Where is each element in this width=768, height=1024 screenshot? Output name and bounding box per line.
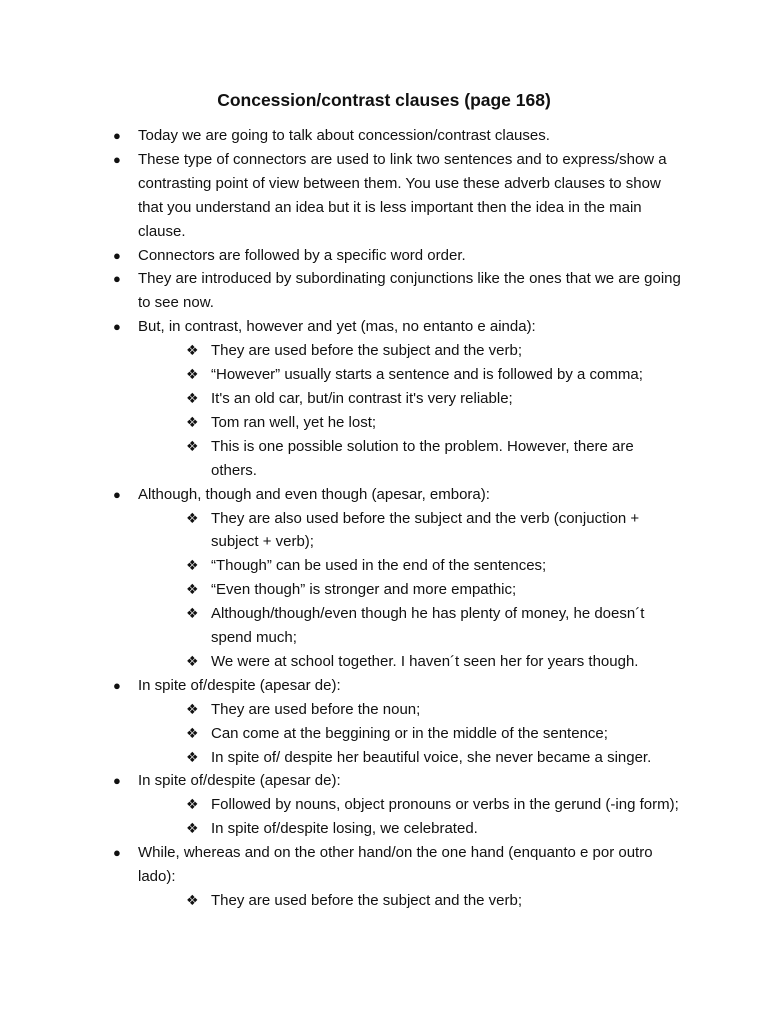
list-item	[111, 674, 681, 770]
bullet-icon: ●	[113, 151, 121, 167]
list-item-text: In spite of/despite (apesar de):	[138, 676, 341, 694]
sub-list-item	[184, 411, 681, 435]
sub-list-item	[184, 722, 681, 746]
sub-list-item	[184, 339, 681, 363]
list-item	[111, 267, 681, 315]
bullet-icon: ●	[113, 486, 121, 502]
sub-list-item-text: They are used before the subject and the verb;	[211, 892, 523, 909]
sub-list-item	[184, 435, 681, 483]
sub-list	[138, 339, 681, 482]
sub-list-item-text: “Though” can be used in the end of the sentences;	[211, 557, 547, 575]
diamond-bullet-icon: ❖	[186, 389, 199, 406]
sub-list-item-text: We were at school together. I haven´t seen her for years though.	[211, 652, 639, 670]
list-item	[111, 483, 681, 674]
sub-list-item-text: Can come at the beggining or in the middle of the sentence;	[211, 724, 608, 742]
sub-list-item	[184, 793, 681, 817]
sub-list-item	[184, 387, 681, 411]
list-item	[111, 841, 681, 913]
bullet-list	[111, 124, 681, 913]
diamond-bullet-icon: ❖	[186, 557, 199, 574]
sub-list-item-text: It's an old car, but/in contrast it's very reliable;	[211, 389, 513, 407]
document-body	[111, 124, 681, 913]
diamond-bullet-icon: ❖	[186, 652, 199, 669]
list-item	[111, 769, 681, 841]
bullet-icon: ●	[113, 677, 121, 693]
list-item	[111, 148, 681, 244]
sub-list-item	[184, 507, 681, 555]
list-item-text: But, in contrast, however and yet (mas, no entanto e ainda):	[138, 318, 536, 336]
list-item	[111, 315, 681, 482]
sub-list-item	[184, 746, 681, 770]
bullet-icon: ●	[113, 773, 121, 789]
sub-list-item	[184, 363, 681, 387]
diamond-bullet-icon: ❖	[186, 342, 199, 359]
diamond-bullet-icon: ❖	[186, 892, 199, 908]
diamond-bullet-icon: ❖	[186, 748, 199, 765]
sub-list-item	[184, 698, 681, 722]
sub-list-item-text: Followed by nouns, object pronouns or verbs in the gerund (-ing form);	[211, 796, 679, 814]
sub-list	[138, 507, 681, 674]
sub-list-item	[184, 650, 681, 674]
diamond-bullet-icon: ❖	[186, 724, 199, 741]
list-item	[111, 244, 681, 268]
bullet-icon: ●	[113, 271, 121, 287]
diamond-bullet-icon: ❖	[186, 796, 199, 813]
diamond-bullet-icon: ❖	[186, 700, 199, 717]
sub-list-item-text: They are used before the noun;	[211, 700, 421, 718]
diamond-bullet-icon: ❖	[186, 366, 199, 383]
list-item-text: While, whereas and on the other hand/on the one hand (enquanto e por outro lado):	[138, 844, 653, 886]
diamond-bullet-icon: ❖	[186, 605, 199, 622]
list-item-text: Connectors are followed by a specific word order.	[138, 246, 466, 264]
list-item	[111, 124, 681, 148]
sub-list-item-text: Although/though/even though he has plenty of money, he doesn´t spend much;	[211, 605, 645, 647]
sub-list	[138, 889, 681, 913]
diamond-bullet-icon: ❖	[186, 820, 199, 837]
sub-list-item	[184, 554, 681, 578]
list-item-text: They are introduced by subordinating conjunctions like the ones that we are going to see now.	[138, 270, 681, 312]
diamond-bullet-icon: ❖	[186, 413, 199, 430]
sub-list-item	[184, 602, 681, 650]
list-item-text: Today we are going to talk about concession/contrast clauses.	[138, 127, 550, 144]
sub-list-item	[184, 889, 681, 913]
bullet-icon: ●	[113, 845, 121, 861]
sub-list-item-text: In spite of/despite losing, we celebrated.	[211, 820, 478, 838]
sub-list-item	[184, 817, 681, 841]
bullet-icon: ●	[113, 319, 121, 335]
page-title: Concession/contrast clauses (page 168)	[217, 90, 551, 110]
diamond-bullet-icon: ❖	[186, 437, 199, 454]
sub-list	[138, 698, 681, 770]
bullet-icon: ●	[113, 128, 121, 143]
sub-list-item-text: In spite of/ despite her beautiful voice, she never became a singer.	[211, 748, 652, 766]
sub-list-item-text: Tom ran well, yet he lost;	[211, 413, 377, 431]
sub-list-item	[184, 578, 681, 602]
diamond-bullet-icon: ❖	[186, 509, 199, 526]
bullet-icon: ●	[113, 247, 121, 263]
sub-list-item-text: They are used before the subject and the verb;	[211, 342, 523, 360]
sub-list-item-text: “Even though” is stronger and more empathic;	[211, 581, 517, 599]
list-item-text: These type of connectors are used to link two sentences and to express/show a contrasting point of view between them. You use these adverb clauses to show that you understand an idea but it is less important then the idea in the main clause.	[138, 150, 667, 240]
sub-list-item-text: “However” usually starts a sentence and is followed by a comma;	[211, 366, 643, 384]
list-item-text: In spite of/despite (apesar de):	[138, 772, 341, 790]
list-item-text: Although, though and even though (apesar, embora):	[138, 485, 490, 503]
sub-list-item-text: They are also used before the subject and the verb (conjuction + subject + verb);	[211, 509, 640, 551]
diamond-bullet-icon: ❖	[186, 581, 199, 598]
sub-list-item-text: This is one possible solution to the problem. However, there are others.	[211, 437, 634, 479]
sub-list	[138, 793, 681, 841]
